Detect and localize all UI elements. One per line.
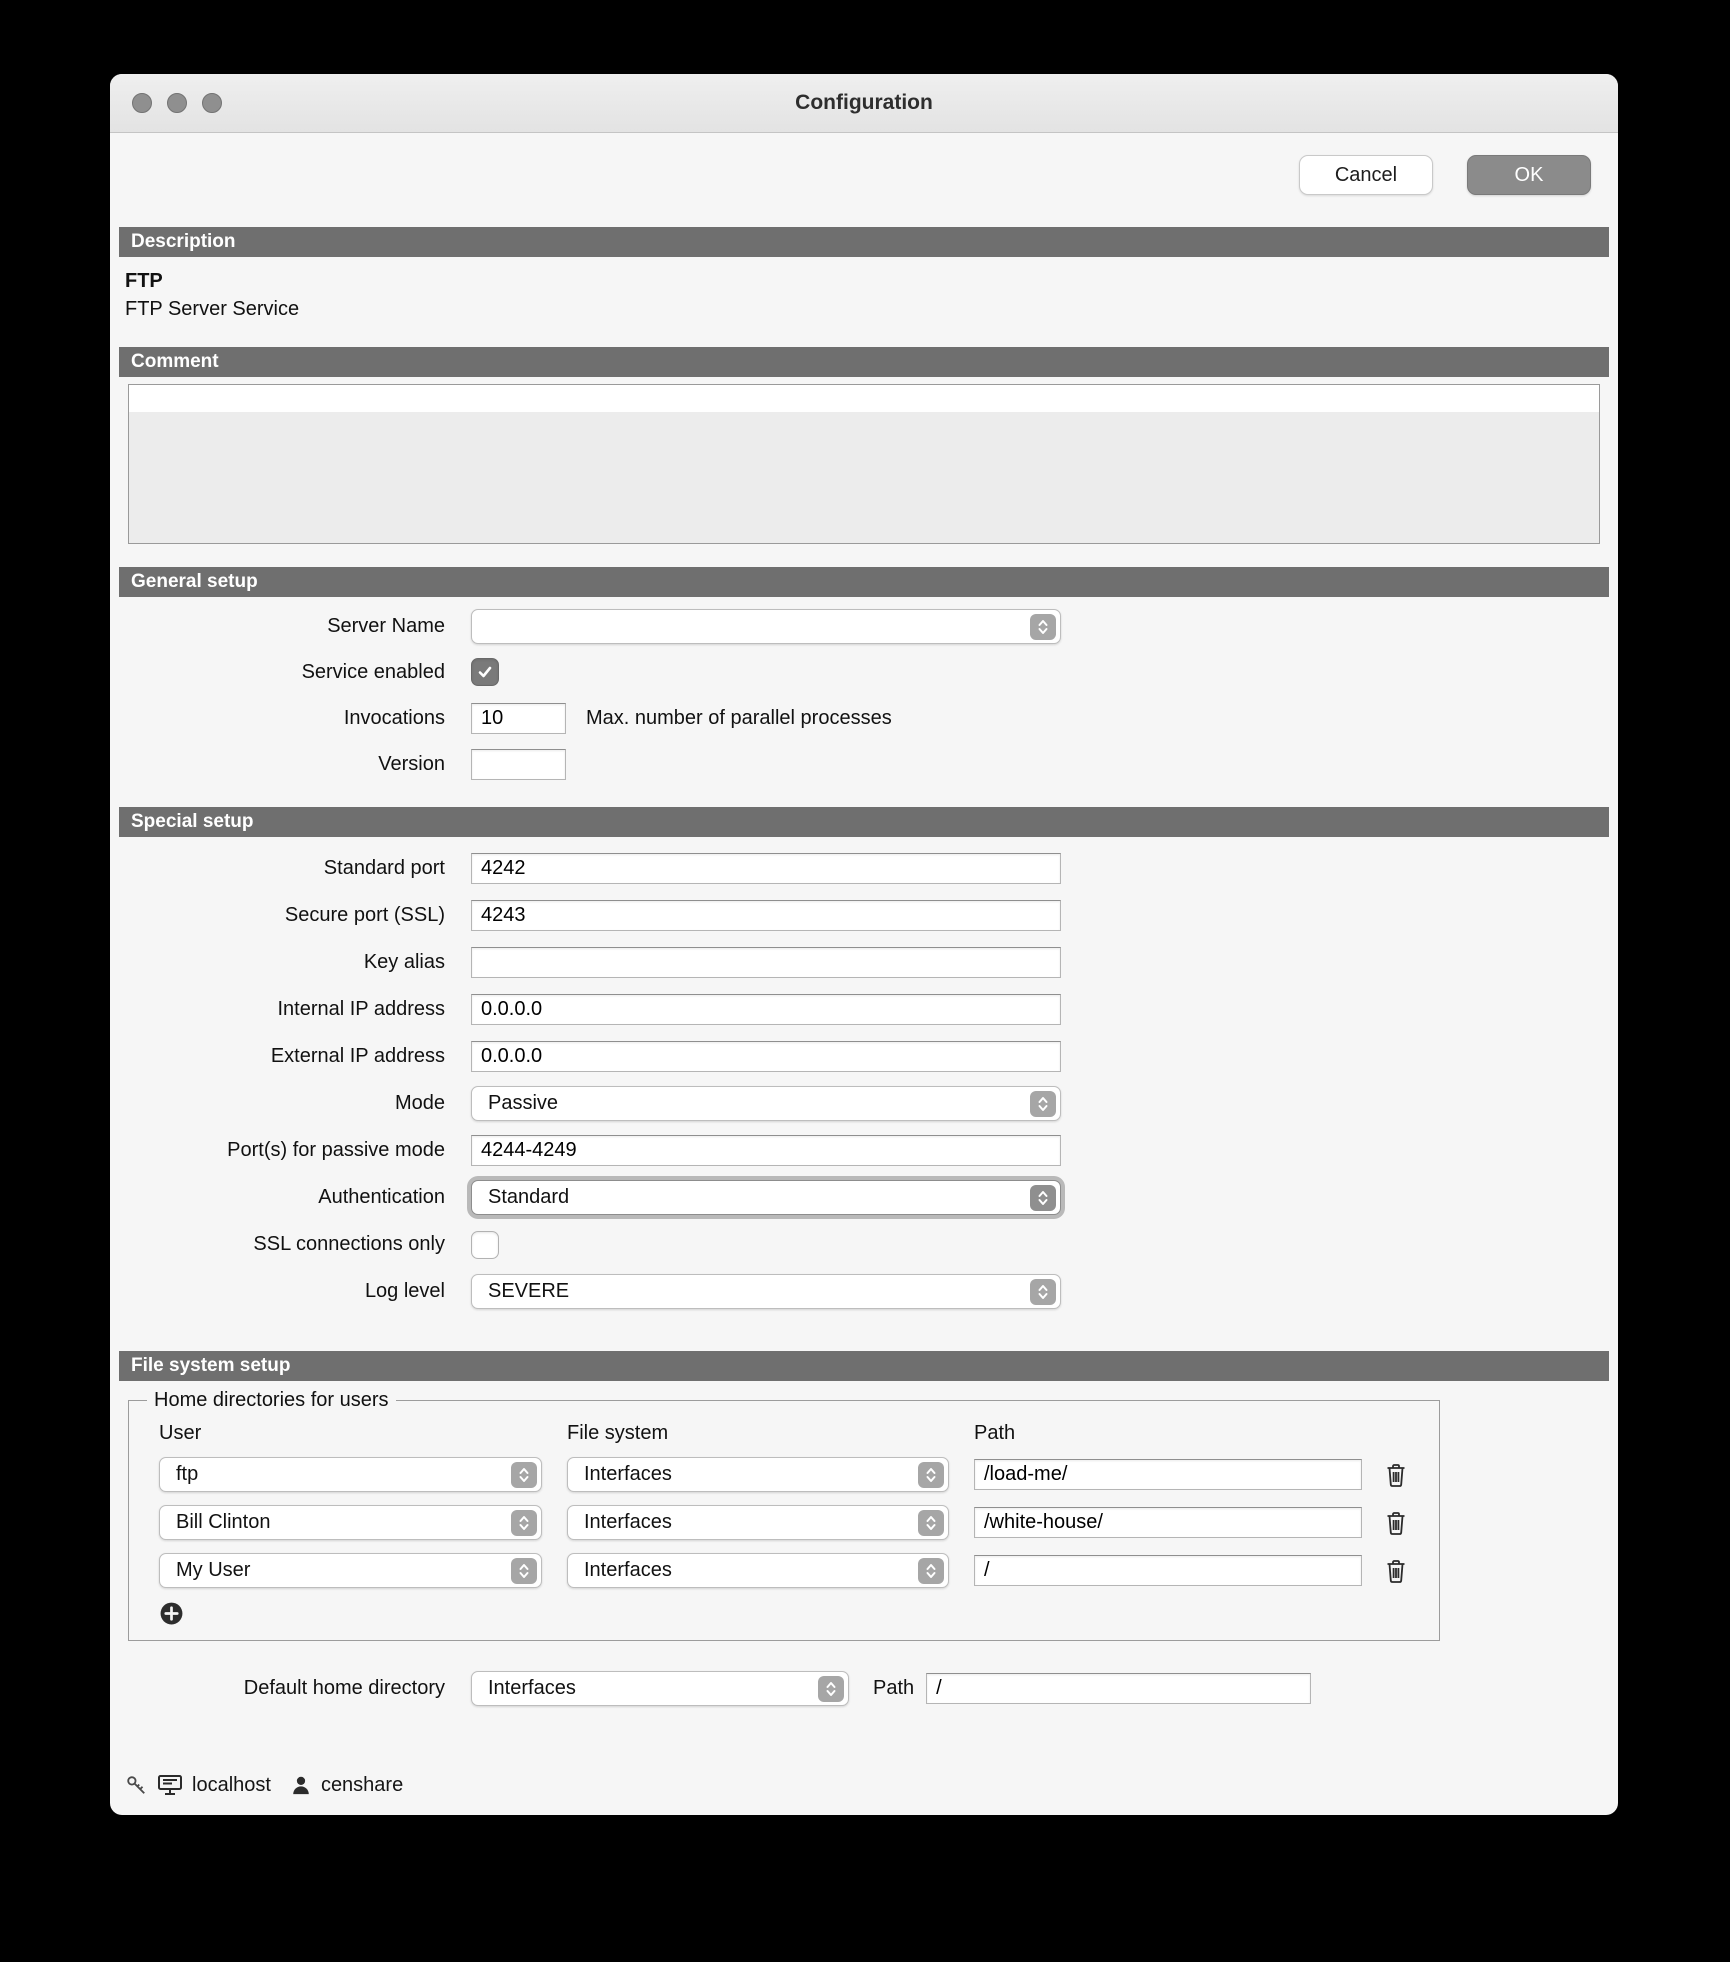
stepper-icon — [511, 1558, 537, 1584]
add-row-button[interactable] — [159, 1601, 184, 1626]
ok-button[interactable]: OK — [1467, 155, 1591, 195]
check-icon — [476, 663, 494, 681]
file-system-select[interactable]: Interfaces — [567, 1553, 949, 1588]
table-row — [159, 1505, 1419, 1540]
log-level-label: Log level — [364, 1280, 445, 1302]
column-header-file-system: File system — [567, 1422, 669, 1444]
column-header-path: Path — [974, 1422, 1016, 1444]
mode-label: Mode — [394, 1092, 445, 1114]
ssl-only-label: SSL connections only — [253, 1233, 445, 1255]
internal-ip-row — [110, 986, 1618, 1033]
file-system-select[interactable]: Interfaces — [567, 1505, 949, 1540]
stepper-icon — [511, 1462, 537, 1488]
home-directories-legend: Home directories for users — [154, 1389, 389, 1411]
standard-port-input[interactable] — [471, 853, 1061, 884]
default-home-directory-row — [110, 1665, 1618, 1712]
stepper-icon — [1030, 614, 1056, 640]
external-ip-label: External IP address — [270, 1045, 445, 1067]
user-name: censhare — [320, 1773, 404, 1796]
invocations-label: Invocations — [343, 706, 445, 729]
server-name-label: Server Name — [327, 614, 445, 637]
log-level-row — [110, 1268, 1618, 1315]
mode-row — [110, 1080, 1618, 1127]
default-path-label: Path — [873, 1677, 915, 1699]
stepper-icon — [818, 1676, 844, 1702]
standard-port-label: Standard port — [323, 857, 445, 879]
mode-select[interactable] — [471, 1086, 1061, 1121]
add-row-container — [159, 1601, 1419, 1626]
authentication-label: Authentication — [318, 1186, 445, 1208]
delete-row-button[interactable] — [1384, 1510, 1408, 1536]
external-ip-input[interactable] — [471, 1041, 1061, 1072]
comment-textarea[interactable] — [128, 384, 1600, 544]
action-row — [110, 133, 1618, 227]
user-select[interactable]: Bill Clinton — [159, 1505, 542, 1540]
passive-ports-row — [110, 1127, 1618, 1174]
internal-ip-input[interactable] — [471, 994, 1061, 1025]
column-header-user: User — [159, 1422, 202, 1444]
window-title: Configuration — [795, 91, 933, 114]
path-input[interactable] — [974, 1507, 1362, 1538]
titlebar — [110, 74, 1618, 133]
comment-section-header: Comment — [119, 347, 1609, 377]
default-path-input[interactable] — [926, 1673, 1311, 1704]
stepper-icon — [918, 1462, 944, 1488]
delete-row-button[interactable] — [1384, 1462, 1408, 1488]
status-bar — [124, 1773, 413, 1797]
plus-icon — [159, 1601, 184, 1626]
invocations-hint: Max. number of parallel processes — [586, 706, 892, 729]
file-system-setup-section-header: File system setup — [119, 1351, 1609, 1381]
path-input[interactable] — [974, 1459, 1362, 1490]
default-home-directory-label: Default home directory — [243, 1677, 445, 1699]
version-label: Version — [378, 752, 445, 775]
authentication-select[interactable] — [471, 1180, 1061, 1215]
minimize-button[interactable] — [167, 93, 187, 113]
stepper-icon — [1030, 1185, 1056, 1211]
path-input[interactable] — [974, 1555, 1362, 1586]
stepper-icon — [511, 1510, 537, 1536]
special-setup-section-header: Special setup — [119, 807, 1609, 837]
server-name-select[interactable] — [471, 609, 1061, 644]
stepper-icon — [1030, 1279, 1056, 1305]
general-setup-section — [110, 597, 1618, 807]
general-setup-section-header: General setup — [119, 567, 1609, 597]
mode-value: Passive — [488, 1092, 559, 1114]
stepper-icon — [1030, 1091, 1056, 1117]
window-controls — [110, 93, 222, 113]
cancel-button[interactable]: Cancel — [1299, 155, 1433, 195]
host-name: localhost — [192, 1773, 271, 1796]
table-row — [159, 1457, 1419, 1492]
ssl-only-row — [110, 1221, 1618, 1268]
trash-icon — [1384, 1510, 1408, 1536]
home-directories-group — [128, 1389, 1440, 1641]
key-alias-row — [110, 939, 1618, 986]
home-directories-table-header — [159, 1422, 1419, 1445]
user-select[interactable]: My User — [159, 1553, 542, 1588]
authentication-value: Standard — [488, 1186, 570, 1208]
ssl-only-checkbox[interactable] — [471, 1231, 499, 1259]
service-description: FTP Server Service — [125, 298, 300, 320]
authentication-row — [110, 1174, 1618, 1221]
key-alias-label: Key alias — [363, 951, 445, 973]
trash-icon — [1384, 1558, 1408, 1584]
version-input[interactable] — [471, 749, 566, 780]
default-home-directory-value: Interfaces — [488, 1677, 576, 1699]
description-content — [110, 257, 1618, 347]
key-alias-input[interactable] — [471, 947, 1061, 978]
host-icon — [157, 1773, 183, 1797]
server-name-row — [110, 603, 1618, 649]
description-section-header: Description — [119, 227, 1609, 257]
trash-icon — [1384, 1462, 1408, 1488]
user-select[interactable]: ftp — [159, 1457, 542, 1492]
service-enabled-label: Service enabled — [301, 660, 445, 683]
internal-ip-label: Internal IP address — [277, 998, 445, 1020]
log-level-value: SEVERE — [488, 1280, 570, 1302]
passive-ports-label: Port(s) for passive mode — [227, 1139, 445, 1161]
passive-ports-input[interactable] — [471, 1135, 1061, 1166]
invocations-row — [110, 695, 1618, 741]
close-button[interactable] — [132, 93, 152, 113]
default-home-directory-select[interactable] — [471, 1671, 849, 1706]
invocations-input[interactable] — [471, 703, 566, 734]
configuration-window — [110, 74, 1618, 1815]
secure-port-row — [110, 892, 1618, 939]
table-row — [159, 1553, 1419, 1588]
file-system-select[interactable]: Interfaces — [567, 1457, 949, 1492]
service-enabled-checkbox[interactable] — [471, 658, 499, 686]
service-name: FTP — [125, 270, 163, 292]
log-level-select[interactable] — [471, 1274, 1061, 1309]
special-setup-section — [110, 837, 1618, 1351]
stepper-icon — [918, 1558, 944, 1584]
key-icon — [124, 1774, 148, 1796]
zoom-button[interactable] — [202, 93, 222, 113]
user-icon — [290, 1774, 312, 1796]
version-row — [110, 741, 1618, 787]
delete-row-button[interactable] — [1384, 1558, 1408, 1584]
secure-port-label: Secure port (SSL) — [284, 904, 445, 926]
service-enabled-row — [110, 649, 1618, 695]
secure-port-input[interactable] — [471, 900, 1061, 931]
external-ip-row — [110, 1033, 1618, 1080]
stepper-icon — [918, 1510, 944, 1536]
standard-port-row — [110, 845, 1618, 892]
